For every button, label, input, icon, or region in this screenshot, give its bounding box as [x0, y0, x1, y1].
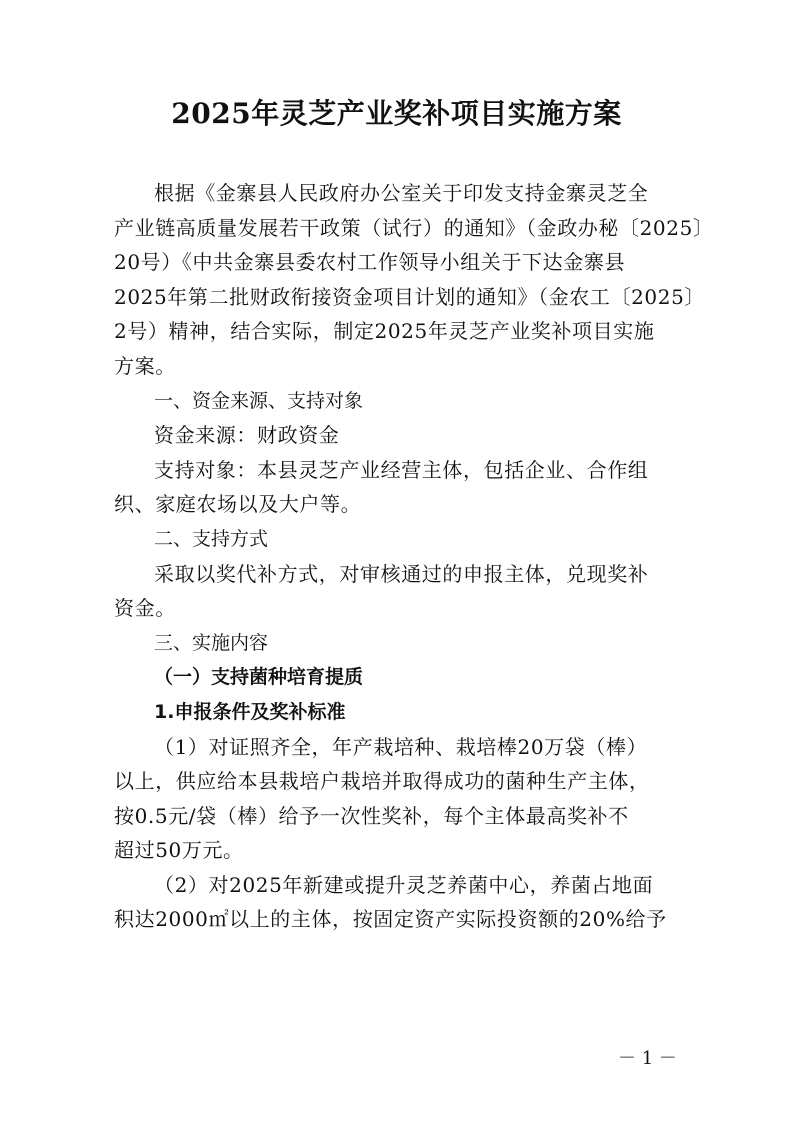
fund-source-paragraph — [114, 418, 686, 453]
fund-source-line: 资金来源：财政资金 — [154, 423, 340, 448]
document-body — [114, 176, 714, 937]
item-heading: 1.申报条件及奖补标准 — [154, 700, 346, 723]
intro-line: 2号）精神，结合实际，制定2025年灵芝产业奖补项目实施 — [114, 319, 655, 344]
page-number: － 1 － — [618, 1048, 677, 1069]
section-1-heading: 一、资金来源、支持对象 — [154, 389, 364, 412]
support-method-line: 采取以奖代补方式，对审核通过的申报主体，兑现奖补 — [154, 561, 649, 586]
subsection-1-heading: （一）支持菌种培育提质 — [154, 666, 364, 689]
criteria-line: （1）对证照齐全，年产栽培种、栽培棒20万袋（棒） — [154, 734, 648, 759]
support-method-line: 资金。 — [114, 596, 176, 621]
criteria-line: 积达2000㎡以上的主体，按固定资产实际投资额的20%给予 — [114, 907, 667, 932]
section-3-heading: 三、实施内容 — [154, 631, 269, 654]
criteria-item-2 — [114, 868, 686, 937]
intro-line: 根据《金寨县人民政府办公室关于印发支持金寨灵芝全 — [154, 181, 649, 205]
criteria-line: 超过50万元。 — [114, 838, 244, 863]
criteria-line: 以上，供应给本县栽培户栽培并取得成功的菌种生产主体， — [114, 769, 650, 794]
intro-line: 方案。 — [114, 353, 176, 378]
section-2-heading: 二、支持方式 — [154, 527, 269, 550]
intro-line: 产业链高质量发展若干政策（试行）的通知》（金政办秘〔2025〕 — [114, 215, 714, 240]
support-target-line: 织、家庭农场以及大户等。 — [114, 492, 362, 517]
criteria-item-1 — [114, 730, 686, 868]
intro-line: 20号）《中共金寨县委农村工作领导小组关于下达金寨县 — [114, 250, 626, 275]
support-target-line: 支持对象：本县灵芝产业经营主体，包括企业、合作组 — [154, 457, 649, 482]
intro-paragraph — [114, 176, 714, 384]
support-method-paragraph — [114, 557, 686, 626]
document-title: 2025年灵芝产业奖补项目实施方案 — [171, 97, 622, 130]
criteria-line: （2）对2025年新建或提升灵芝养菌中心，养菌占地面 — [154, 872, 654, 897]
criteria-line: 按0.5元/袋（棒）给予一次性奖补，每个主体最高奖补不 — [114, 803, 629, 828]
intro-line: 2025年第二批财政衔接资金项目计划的通知》（金农工〔2025〕 — [114, 284, 705, 309]
support-target-paragraph — [114, 453, 686, 522]
